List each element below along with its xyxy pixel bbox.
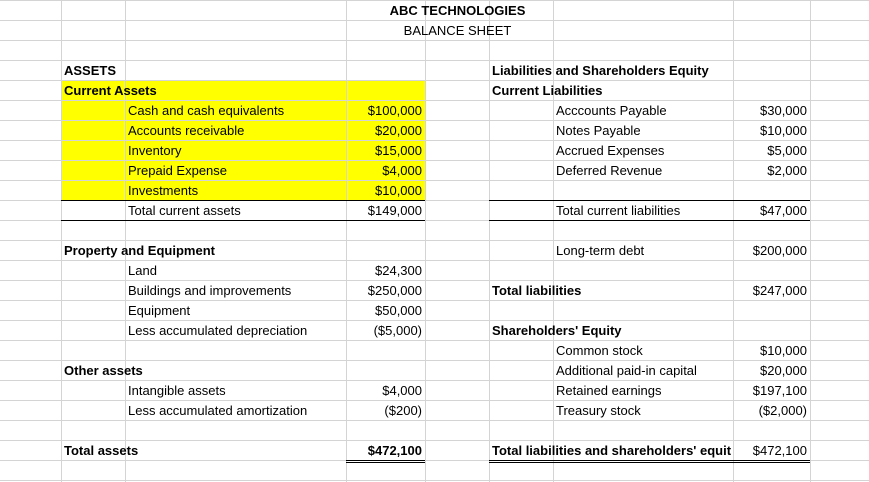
total-current-liabilities-value: $47,000: [760, 203, 807, 218]
gridline: [810, 0, 811, 482]
asset-label: Investments: [128, 183, 199, 198]
asset-label: Intangible assets: [128, 383, 226, 398]
asset-label: Accounts receivable: [128, 123, 245, 138]
asset-value: $24,300: [375, 263, 422, 278]
asset-value: $15,000: [375, 143, 422, 158]
equity-value: $20,000: [760, 363, 807, 378]
total-liabilities-equity-value: $472,100: [752, 443, 807, 458]
company-name: ABC TECHNOLOGIES: [389, 3, 526, 18]
assets-heading: ASSETS: [64, 63, 117, 78]
double-underline: [346, 462, 425, 463]
asset-label: Less accumulated amortization: [128, 403, 308, 418]
liability-value: $5,000: [767, 143, 807, 158]
asset-value: ($200): [384, 403, 422, 418]
liability-value: $2,000: [767, 163, 807, 178]
liability-label: Acccounts Payable: [556, 103, 667, 118]
sheet-title: BALANCE SHEET: [403, 23, 512, 38]
equity-value: ($2,000): [758, 403, 807, 418]
other-assets-heading: Other assets: [64, 363, 143, 378]
underline: [489, 220, 810, 221]
current-liabilities-heading: Current Liabilities: [492, 83, 603, 98]
long-term-debt-value: $200,000: [752, 243, 807, 258]
gridline: [489, 0, 490, 482]
equity-label: Treasury stock: [556, 403, 641, 418]
liability-value: $30,000: [760, 103, 807, 118]
total-liabilities-equity-label: Total liabilities and shareholders' equit: [492, 443, 732, 458]
gridline: [61, 0, 62, 482]
gridline: [425, 0, 426, 482]
equity-value: $197,100: [752, 383, 807, 398]
liability-label: Notes Payable: [556, 123, 641, 138]
liability-label: Deferred Revenue: [556, 163, 663, 178]
liabilities-heading: Liabilities and Shareholders Equity: [492, 63, 709, 78]
liability-label: Accrued Expenses: [556, 143, 665, 158]
total-liabilities-label: Total liabilities: [492, 283, 582, 298]
ppe-heading: Property and Equipment: [64, 243, 215, 258]
asset-value: $250,000: [367, 283, 422, 298]
double-underline: [489, 460, 810, 461]
total-liabilities-value: $247,000: [752, 283, 807, 298]
asset-value: $50,000: [375, 303, 422, 318]
asset-label: Inventory: [128, 143, 182, 158]
asset-value: $10,000: [375, 183, 422, 198]
total-current-liabilities-label: Total current liabilities: [556, 203, 681, 218]
underline: [61, 220, 425, 221]
asset-value: ($5,000): [373, 323, 422, 338]
liability-value: $10,000: [760, 123, 807, 138]
equity-value: $10,000: [760, 343, 807, 358]
double-underline: [346, 460, 425, 461]
asset-value: $4,000: [382, 383, 422, 398]
long-term-debt-label: Long-term debt: [556, 243, 645, 258]
asset-label: Prepaid Expense: [128, 163, 228, 178]
current-assets-heading: Current Assets: [64, 83, 157, 98]
total-assets-value: $472,100: [367, 443, 422, 458]
asset-label: Buildings and improvements: [128, 283, 292, 298]
equity-label: Common stock: [556, 343, 643, 358]
total-assets-label: Total assets: [64, 443, 139, 458]
gridline: [0, 480, 869, 481]
asset-label: Equipment: [128, 303, 191, 318]
equity-label: Additional paid-in capital: [556, 363, 697, 378]
asset-label: Less accumulated depreciation: [128, 323, 308, 338]
total-current-assets-value: $149,000: [367, 203, 422, 218]
asset-value: $4,000: [382, 163, 422, 178]
asset-value: $20,000: [375, 123, 422, 138]
total-current-assets-label: Total current assets: [128, 203, 241, 218]
asset-label: Land: [128, 263, 157, 278]
asset-value: $100,000: [367, 103, 422, 118]
equity-heading: Shareholders' Equity: [492, 323, 622, 338]
asset-label: Cash and cash equivalents: [128, 103, 285, 118]
double-underline: [489, 462, 810, 463]
equity-label: Retained earnings: [556, 383, 662, 398]
